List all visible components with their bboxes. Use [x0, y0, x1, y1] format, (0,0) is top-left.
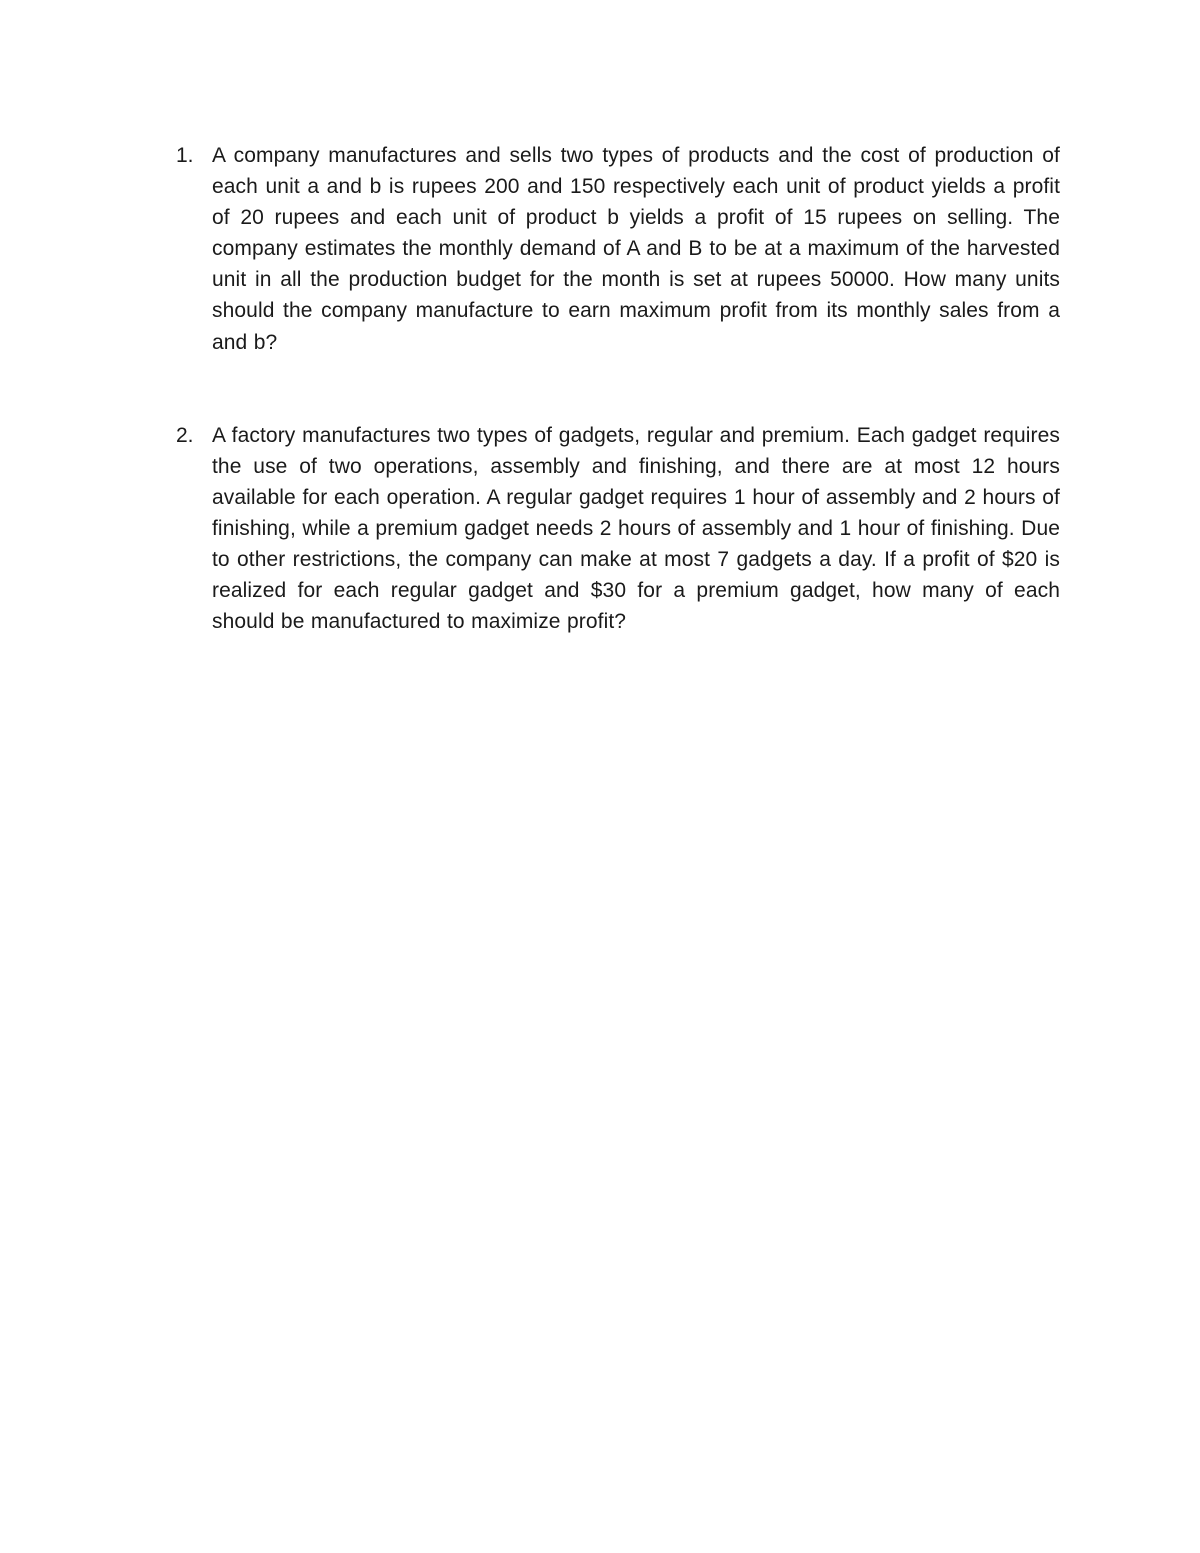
question-number: 2. — [176, 423, 194, 447]
question-text: A factory manufactures two types of gadgets, regular and premium. Each gadget requires the use of two operations, assembly and finishing, and there are at most 12 hours available for each operation. A regular gadget requires 1 hour of assembly and 2 hours of finishing, while a premium gadget needs 2 hours of assembly and 1 hour of finishing. Due to other restrictions, the company can make at most 7 gadgets a day. If a profit of $20 is realized for each regular gadget and $30 for a premium gadget, how many of each should be manufactured to maximize profit? — [212, 423, 1060, 634]
question-item-2 — [170, 420, 1060, 638]
question-text: A company manufactures and sells two types of products and the cost of production of each unit a and b is rupees 200 and 150 respectively each unit of product yields a profit of 20 rupees and each unit of product b yields a profit of 15 rupees on selling. The company estimates the monthly demand of A and B to be at a maximum of the harvested unit in all the production budget for the month is set at rupees 50000. How many units should the company manufacture to earn maximum profit from its monthly sales from a and b? — [212, 144, 1060, 354]
question-number: 1. — [176, 144, 194, 167]
question-item-1 — [170, 140, 1060, 358]
question-list — [170, 140, 1060, 699]
